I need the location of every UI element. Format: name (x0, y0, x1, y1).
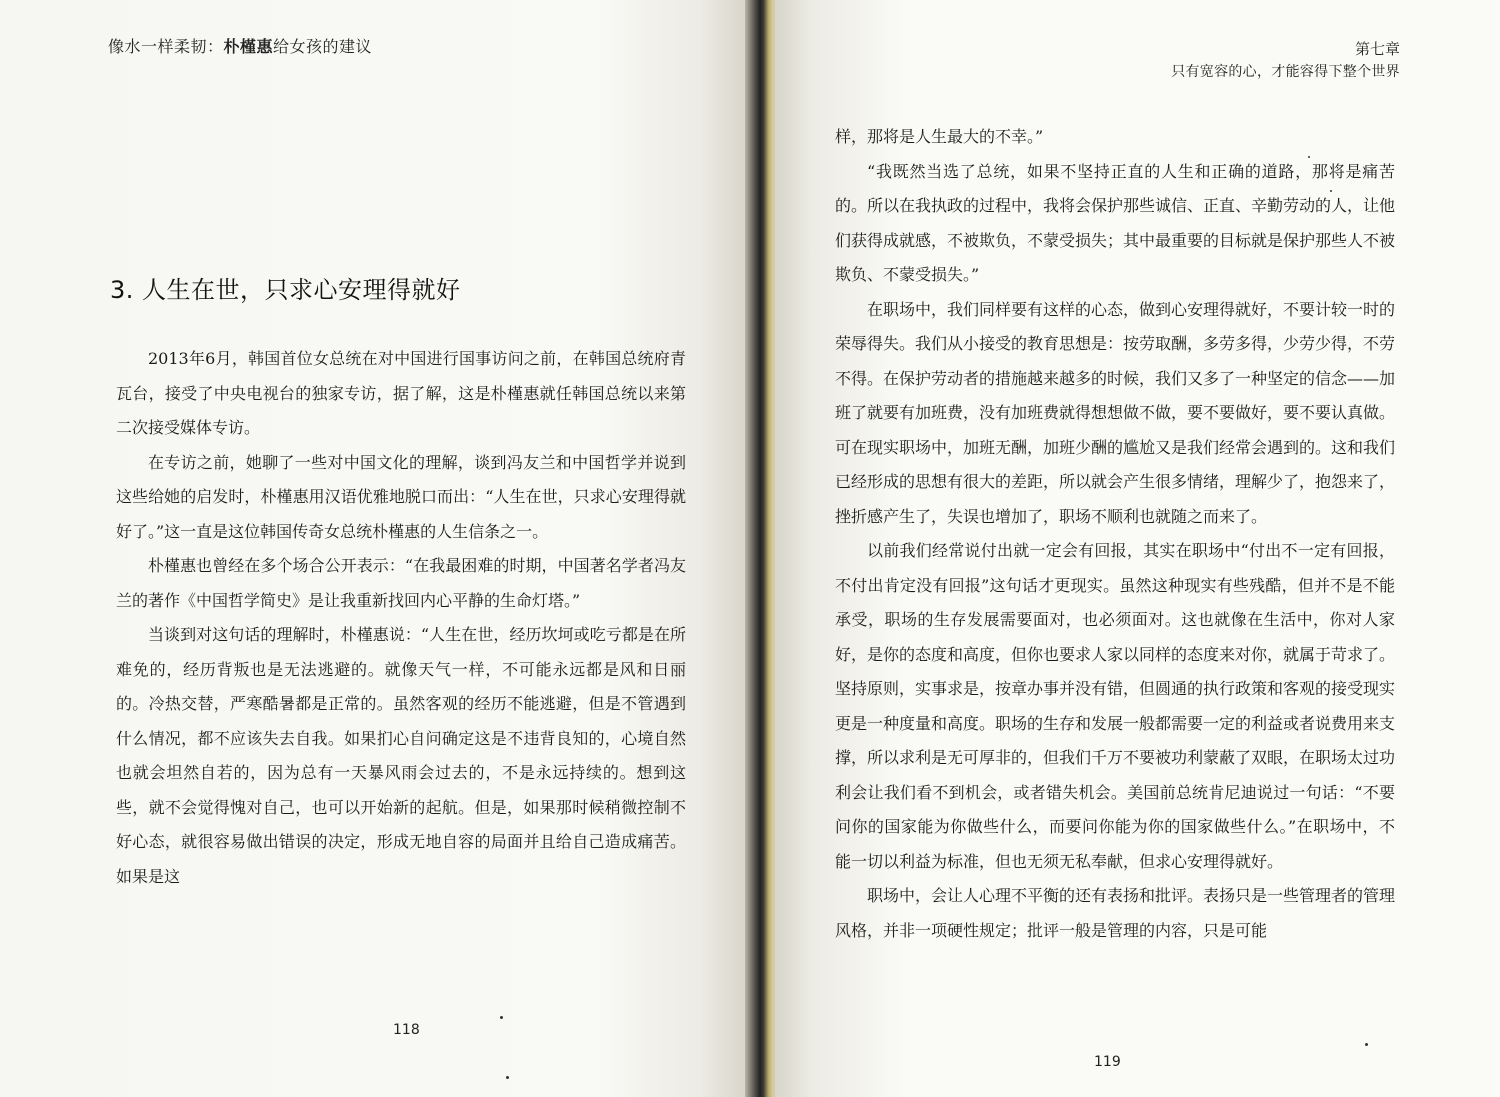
paragraph: 朴槿惠也曾经在多个场合公开表示：“在我最困难的时期，中国著名学者冯友兰的著作《中国哲学简史》是让我重新找回内心平静的生命灯塔。” (116, 556, 686, 610)
section-title: 3. 人生在世，只求心安理得就好 (110, 276, 461, 304)
left-body-text (116, 342, 686, 894)
paragraph: “我既然当选了总统，如果不坚持正直的人生和正确的道路，那将是痛苦的。所以在我执政的过程中，我将会保护那些诚信、正直、辛勤劳动的人，让他们获得成就感，不被欺负，不蒙受损失；其中最重要的目标就是保护那些人不被欺负、不蒙受损失。” (835, 161, 1396, 284)
print-speck (1365, 1043, 1368, 1046)
page-number-right: 119 (1094, 1054, 1121, 1070)
print-speck (500, 1016, 503, 1019)
right-body-text (835, 120, 1395, 948)
book-gutter (745, 0, 775, 1097)
book-title-prefix: 像水一样柔韧： (108, 37, 224, 56)
paragraph: 2013年6月，韩国首位女总统在对中国进行国事访问之前，在韩国总统府青瓦台，接受了中央电视台的独家专访，据了解，这是朴槿惠就任韩国总统以来第二次接受媒体专访。 (116, 349, 686, 437)
paragraph-continuation: 样，那将是人生最大的不幸。” (835, 127, 1044, 146)
paragraph: 职场中，会让人心理不平衡的还有表扬和批评。表扬只是一些管理者的管理风格，并非一项硬性规定；批评一般是管理的内容，只是可能 (835, 886, 1396, 940)
left-page (0, 0, 745, 1097)
paragraph: 在专访之前，她聊了一些对中国文化的理解，谈到冯友兰和中国哲学并说到这些给她的启发时，朴槿惠用汉语优雅地脱口而出：“人生在世，只求心安理得就好了。”这一直是这位韩国传奇女总统朴槿惠的人生信条之一。 (116, 452, 686, 541)
chapter-number: 第七章 (1354, 40, 1400, 58)
paragraph: 以前我们经常说付出就一定会有回报，其实在职场中“付出不一定有回报，不付出肯定没有回报”这句话才更现实。虽然这种现实有些残酷，但并不是不能承受，职场的生存发展需要面对，也必须面对。这也就像在生活中，你对人家好，是你的态度和高度，但你也要求人家以同样的态度来对你，就属于苛求了。坚持原则，实事求是，按章办事并没有错，但圆通的执行政策和客观的接受现实更是一种度量和高度。职场的生存和发展一般都需要一定的利益或者说费用来支撑，所以求利是无可厚非的，但我们千万不要被功利蒙蔽了双眼，在职场太过功利会让我们看不到机会，或者错失机会。美国前总统肯尼迪说过一句话：“不要问你的国家能为你做些什么，而要问你能为你的国家做些什么。”在职场中，不能一切以利益为标准，但也无须无私奉献，但求心安理得就好。 (835, 541, 1396, 871)
chapter-title: 只有宽容的心，才能容得下整个世界 (1171, 64, 1400, 80)
running-head-chapter (1171, 38, 1400, 84)
book-title-name: 朴槿惠 (223, 37, 274, 56)
paragraph: 在职场中，我们同样要有这样的心态，做到心安理得就好，不要计较一时的荣辱得失。我们从小接受的教育思想是：按劳取酬，多劳多得，少劳少得，不劳不得。在保护劳动者的措施越来越多的时候，我们又多了一种坚定的信念——加班了就要有加班费，没有加班费就得想想做不做，要不要做好，要不要认真做。可在现实职场中，加班无酬，加班少酬的尴尬又是我们经常会遇到的。这和我们已经形成的思想有很大的差距，所以就会产生很多情绪，理解少了，抱怨来了，挫折感产生了，失误也增加了，职场不顺利也就随之而来了。 (835, 299, 1396, 526)
running-head-book-title (108, 34, 372, 57)
print-speck (506, 1076, 509, 1079)
book-title-suffix: 给女孩的建议 (273, 37, 373, 56)
page-number-left: 118 (393, 1022, 420, 1038)
paragraph: 当谈到对这句话的理解时，朴槿惠说：“人生在世，经历坎坷或吃亏都是在所难免的，经历背叛也是无法逃避的。就像天气一样，不可能永远都是风和日丽的。冷热交替，严寒酷暑都是正常的。虽然客观的经历不能逃避，但是不管遇到什么情况，都不应该失去自我。如果扪心自问确定这是不违背良知的，心境自然也就会坦然自若的，因为总有一天暴风雨会过去的，不是永远持续的。想到这些，就不会觉得愧对自己，也可以开始新的起航。但是，如果那时候稍微控制不好心态，就很容易做出错误的决定，形成无地自容的局面并且给自己造成痛苦。如果是这 (116, 625, 686, 886)
